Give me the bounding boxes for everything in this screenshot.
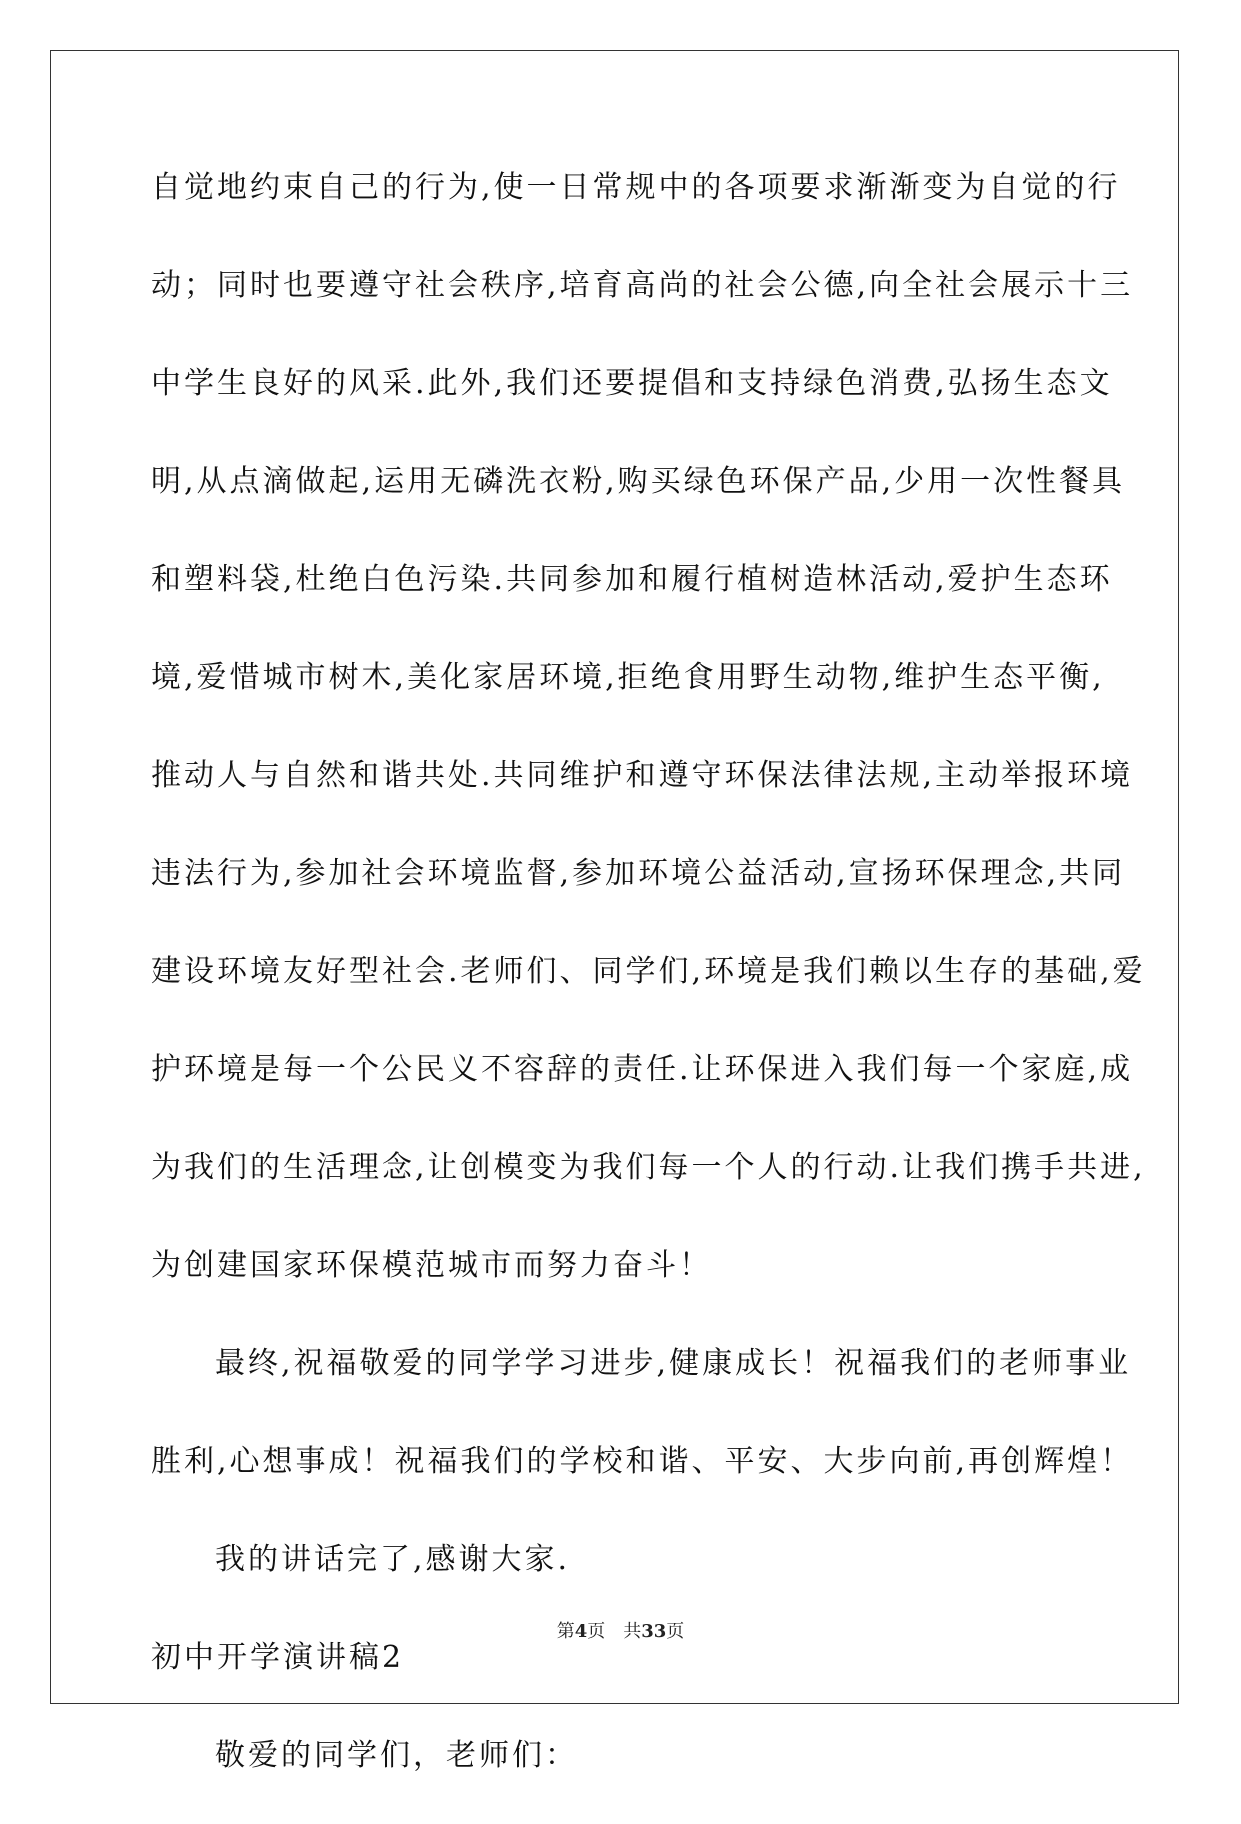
footer-total-suffix: 页 xyxy=(666,1621,685,1642)
total-page-count: 33 xyxy=(641,1621,667,1642)
paragraph-line: 推动人与自然和谐共处.共同维护和遵守环保法律法规,主动举报环境 xyxy=(151,758,1134,793)
paragraph-line: 护环境是每一个公民义不容辞的责任.让环保进入我们每一个家庭,成 xyxy=(151,1052,1134,1087)
paragraph-line: 违法行为,参加社会环境监督,参加环境公益活动,宣扬环保理念,共同 xyxy=(151,856,1126,891)
paragraph-line: 境,爱惜城市树木,美化家居环境,拒绝食用野生动物,维护生态平衡, xyxy=(151,660,1105,695)
current-page-number: 4 xyxy=(574,1621,588,1642)
paragraph-line: 为创建国家环保模范城市而努力奋斗！ xyxy=(151,1248,712,1283)
salutation-line: 敬爱的同学们，老师们： xyxy=(215,1738,578,1773)
paragraph-line: 胜利,心想事成！祝福我们的学校和谐、平安、大步向前,再创辉煌！ xyxy=(151,1444,1134,1479)
footer-total-prefix: 共 xyxy=(623,1621,642,1642)
document-body xyxy=(151,158,1146,1824)
paragraph-line: 中学生良好的风采.此外,我们还要提倡和支持绿色消费,弘扬生态文 xyxy=(151,366,1113,401)
paragraph-line: 我的讲话完了,感谢大家. xyxy=(215,1542,571,1577)
paragraph-line: 为我们的生活理念,让创模变为我们每一个人的行动.让我们携手共进, xyxy=(151,1150,1146,1185)
footer-page-suffix: 页 xyxy=(587,1621,606,1642)
paragraph-line: 自觉地约束自己的行为,使一日常规中的各项要求渐渐变为自觉的行 xyxy=(151,170,1121,205)
paragraph-line: 动；同时也要遵守社会秩序,培育高尚的社会公德,向全社会展示十三 xyxy=(151,268,1134,303)
paragraph-line: 最终,祝福敬爱的同学学习进步,健康成长！祝福我们的老师事业 xyxy=(215,1346,1132,1381)
paragraph-line: 建设环境友好型社会.老师们、同学们,环境是我们赖以生存的基础,爱 xyxy=(151,954,1146,989)
footer-prefix: 第 xyxy=(556,1621,575,1642)
section-heading: 初中开学演讲稿2 xyxy=(151,1640,405,1675)
page-footer xyxy=(0,1617,1241,1643)
paragraph-line: 明,从点滴做起,运用无磷洗衣粉,购买绿色环保产品,少用一次性餐具 xyxy=(151,464,1126,499)
paragraph-line: 和塑料袋,杜绝白色污染.共同参加和履行植树造林活动,爱护生态环 xyxy=(151,562,1113,597)
